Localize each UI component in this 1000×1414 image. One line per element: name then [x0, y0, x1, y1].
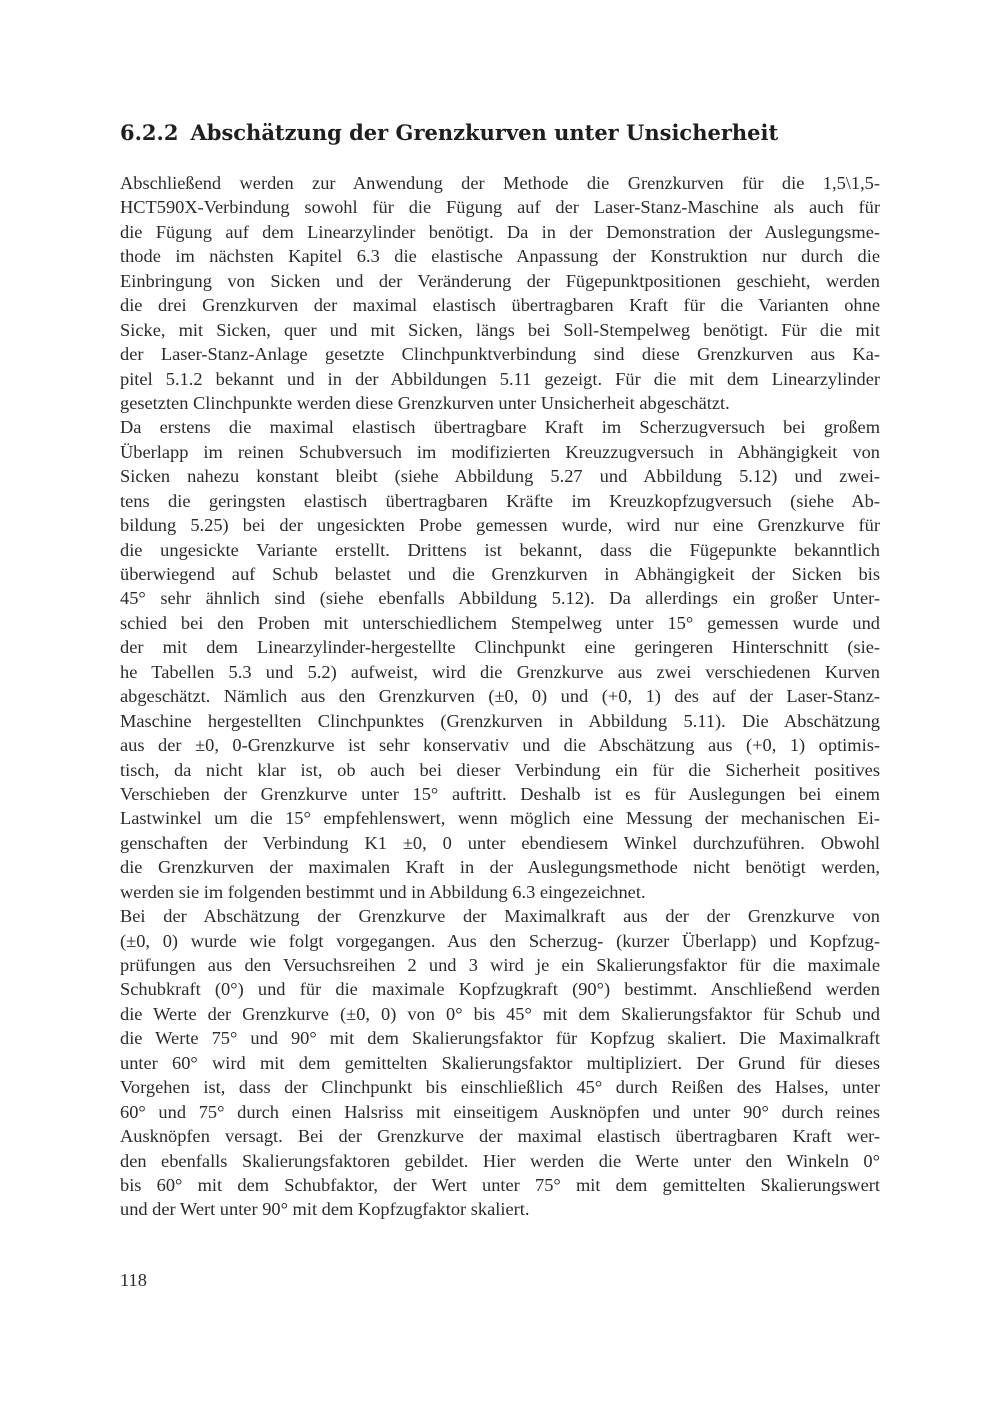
text-line: Maschine hergestellten Clinchpunktes (Grenzkurven in Abbildung 5.11). Die Abschätzung: [120, 710, 880, 731]
text-line: thode im nächsten Kapitel 6.3 die elastische Anpassung der Konstruktion nur durch die: [120, 246, 880, 267]
text-line: tens die geringsten elastisch übertragbaren Kräfte im Kreuzkopfzugversuch (siehe Ab-: [120, 490, 880, 511]
text-line: 45° sehr ähnlich sind (siehe ebenfalls Abbildung 5.12). Da allerdings ein großer Unter-: [120, 588, 880, 609]
text-line: abgeschätzt. Nämlich aus den Grenzkurven (±0, 0) und (+0, 1) des auf der Laser-Stanz-: [120, 686, 880, 707]
text-line: (±0, 0) wurde wie folgt vorgegangen. Aus den Scherzug- (kurzer Überlapp) und Kopfzug-: [120, 930, 880, 951]
text-line: den ebenfalls Skalierungsfaktoren gebildet. Hier werden die Werte unter den Winkeln 0°: [120, 1150, 880, 1171]
text-line: Lastwinkel um die 15° empfehlenswert, wenn möglich eine Messung der mechanischen Ei-: [120, 808, 880, 829]
text-line: Sicke, mit Sicken, quer und mit Sicken, längs bei Soll-Stempelweg benötigt. Für die mit: [120, 319, 880, 340]
text-line: die Fügung auf dem Linearzylinder benötigt. Da in der Demonstration der Auslegungsme-: [120, 221, 880, 242]
body-text: [120, 171, 880, 1222]
text-line: Abschließend werden zur Anwendung der Methode die Grenzkurven für die 1,5\1,5-: [120, 173, 880, 193]
text-line: gesetzten Clinchpunkte werden diese Grenzkurven unter Unsicherheit abgeschätzt.: [120, 392, 730, 413]
text-line: der mit dem Linearzylinder-hergestellte Clinchpunkt eine geringeren Hinterschnitt (sie-: [120, 637, 880, 658]
text-line: die Werte der Grenzkurve (±0, 0) von 0° bis 45° mit dem Skalierungsfaktor für Schub und: [120, 1003, 880, 1024]
text-line: Da erstens die maximal elastisch übertragbare Kraft im Scherzugversuch bei großem: [120, 417, 880, 438]
text-line: der Laser-Stanz-Anlage gesetzte Clinchpunktverbindung sind diese Grenzkurven aus Ka-: [120, 344, 880, 365]
text-line: schied bei den Proben mit unterschiedlichem Stempelweg unter 15° gemessen wurde und: [120, 612, 880, 633]
text-line: pitel 5.1.2 bekannt und in der Abbildungen 5.11 gezeigt. Für die mit dem Linearzylinder: [120, 368, 880, 389]
text-line: bildung 5.25) bei der ungesickten Probe gemessen wurde, wird nur eine Grenzkurve für: [120, 515, 880, 536]
section-heading: [120, 117, 900, 149]
text-line: Sicken nahezu konstant bleibt (siehe Abbildung 5.27 und Abbildung 5.12) und zwei-: [120, 466, 880, 487]
text-line: Schubkraft (0°) und für die maximale Kopfzugkraft (90°) bestimmt. Anschließend werden: [120, 979, 880, 1000]
text-line: 60° und 75° durch einen Halsriss mit einseitigem Ausknöpfen und unter 90° durch reines: [120, 1101, 880, 1122]
text-line: aus der ±0, 0-Grenzkurve ist sehr konservativ und die Abschätzung aus (+0, 1) optimis-: [120, 735, 880, 756]
section-number: 6.2.2: [120, 120, 179, 145]
text-line: bis 60° mit dem Schubfaktor, der Wert unter 75° mit dem gemittelten Skalierungswert: [120, 1174, 880, 1195]
text-line: die drei Grenzkurven der maximal elastisch übertragbaren Kraft für die Varianten ohne: [120, 295, 880, 316]
text-line: die Werte 75° und 90° mit dem Skalierungsfaktor für Kopfzug skaliert. Die Maximalkraft: [120, 1028, 880, 1049]
text-line: die ungesickte Variante erstellt. Drittens ist bekannt, dass die Fügepunkte bekanntlich: [120, 539, 880, 560]
text-line: Ausknöpfen versagt. Bei der Grenzkurve der maximal elastisch übertragbaren Kraft wer-: [120, 1126, 880, 1147]
text-line: Überlapp im reinen Schubversuch im modifizierten Kreuzzugversuch in Abhängigkeit von: [120, 441, 880, 462]
text-line: prüfungen aus den Versuchsreihen 2 und 3 wird je ein Skalierungsfaktor für die maximale: [120, 955, 880, 975]
text-line: werden sie im folgenden bestimmt und in Abbildung 6.3 eingezeichnet.: [120, 881, 646, 902]
text-line: Einbringung von Sicken und der Veränderung der Fügepunktpositionen geschieht, werden: [120, 270, 880, 291]
text-line: HCT590X-Verbindung sowohl für die Fügung auf der Laser-Stanz-Maschine als auch für: [120, 197, 880, 218]
section-title: Abschätzung der Grenzkurven unter Unsicherheit: [190, 120, 779, 145]
text-line: tisch, da nicht klar ist, ob auch bei dieser Verbindung ein für die Sicherheit positives: [120, 759, 880, 780]
text-line: Verschieben der Grenzkurve unter 15° auftritt. Deshalb ist es für Auslegungen bei einem: [120, 783, 880, 804]
text-line: die Grenzkurven der maximalen Kraft in der Auslegungsmethode nicht benötigt werden,: [120, 857, 880, 878]
text-line: Vorgehen ist, dass der Clinchpunkt bis einschließlich 45° durch Reißen des Halses, unter: [120, 1077, 880, 1098]
page-number: 118: [120, 1270, 147, 1290]
text-line: genschaften der Verbindung K1 ±0, 0 unter ebendiesem Winkel durchzuführen. Obwohl: [120, 832, 880, 853]
text-line: Bei der Abschätzung der Grenzkurve der Maximalkraft aus der der Grenzkurve von: [120, 906, 880, 927]
text-line: he Tabellen 5.3 und 5.2) aufweist, wird die Grenzkurve aus zwei verschiedenen Kurven: [120, 661, 880, 682]
text-line: überwiegend auf Schub belastet und die Grenzkurven in Abhängigkeit der Sicken bis: [120, 564, 880, 584]
text-line: unter 60° wird mit dem gemittelten Skalierungsfaktor multipliziert. Der Grund für dieses: [120, 1052, 880, 1073]
text-line: und der Wert unter 90° mit dem Kopfzugfaktor skaliert.: [120, 1199, 530, 1220]
